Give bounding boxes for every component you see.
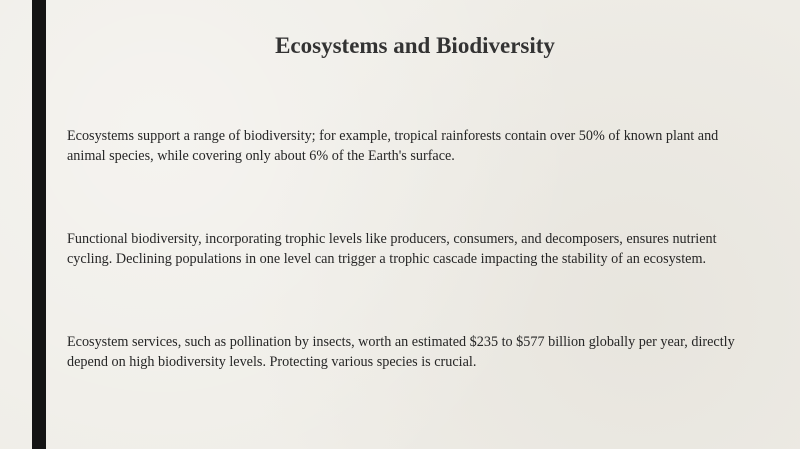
- paragraph-functional-biodiversity: Functional biodiversity, incorporating trophic levels like producers, consumers, and decomposers, ensures nutrient cycling. Declining populations in one level can trigger a trophic cascade impacting the stability of an ecosystem.: [67, 231, 717, 267]
- accent-bar: [32, 0, 46, 449]
- paragraph-biodiversity-range: Ecosystems support a range of biodiversity; for example, tropical rainforests contain over 50% of known plant and animal species, while covering only about 6% of the Earth's surface.: [67, 128, 719, 164]
- paragraph-ecosystem-services: Ecosystem services, such as pollination by insects, worth an estimated $235 to $577 billion globally per year, directly depend on high biodiversity levels. Protecting various species is crucial.: [67, 334, 735, 370]
- slide-title: Ecosystems and Biodiversity: [275, 33, 555, 58]
